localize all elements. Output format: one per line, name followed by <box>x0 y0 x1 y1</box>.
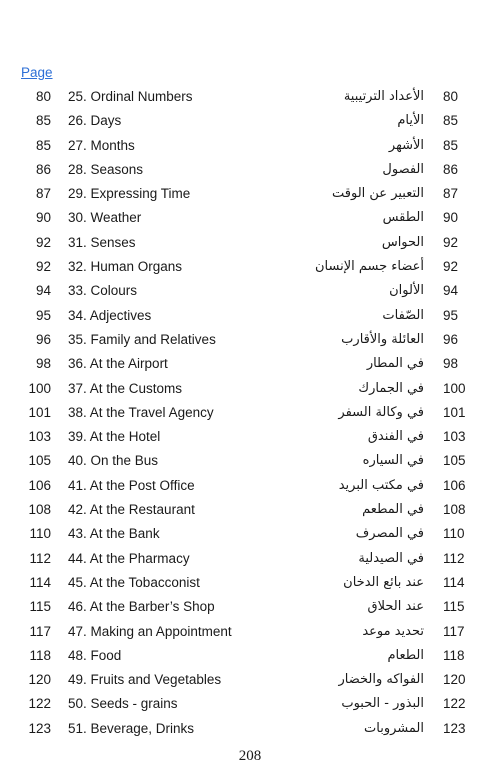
page-number-left: 105 <box>28 453 51 469</box>
page-number-left: 87 <box>35 186 51 202</box>
chapter-title-english: 29. Expressing Time <box>68 186 191 202</box>
chapter-title-arabic: الحواس <box>381 234 424 250</box>
chapter-title-english: 42. At the Restaurant <box>68 502 195 518</box>
chapter-title-english: 28. Seasons <box>68 161 144 177</box>
page-number-left: 96 <box>35 331 51 347</box>
chapter-title-arabic: الأشهر <box>388 137 424 153</box>
page-number-right: 122 <box>443 696 466 712</box>
page-number-left: 80 <box>35 89 51 104</box>
page-number-right: 117 <box>443 623 465 639</box>
page-number-left: 86 <box>35 161 51 177</box>
chapter-title-arabic: الطعام <box>387 647 424 663</box>
toc-row <box>0 280 500 304</box>
page-number-left: 92 <box>35 259 51 275</box>
page-number-left: 115 <box>29 599 51 615</box>
toc-row <box>0 499 500 523</box>
toc-row <box>0 378 500 402</box>
page-number-left: 117 <box>29 623 51 639</box>
chapter-title-arabic: الأيام <box>397 113 424 129</box>
chapter-title-arabic: الصّفات <box>382 307 424 323</box>
page-number-right: 96 <box>443 331 459 347</box>
page-number-right: 90 <box>443 210 459 226</box>
page-number-right: 108 <box>443 502 466 518</box>
toc-row <box>0 693 500 717</box>
toc-row <box>0 135 500 159</box>
chapter-title-arabic: في وكالة السفر <box>338 404 424 420</box>
page-number-right: 87 <box>443 186 459 202</box>
chapter-title-english: 46. At the Barber’s Shop <box>68 599 215 615</box>
page-number-right: 112 <box>443 550 465 566</box>
page-number-left: 110 <box>29 526 51 542</box>
toc-row <box>0 645 500 669</box>
toc-row <box>0 475 500 499</box>
chapter-title-english: 50. Seeds - grains <box>68 696 178 712</box>
toc-row <box>0 669 500 693</box>
toc-row <box>0 183 500 207</box>
toc-row <box>0 353 500 377</box>
toc-row <box>0 596 500 620</box>
page-number-right: 80 <box>443 89 459 104</box>
chapter-title-english: 43. At the Bank <box>68 526 160 542</box>
page-number-left: 112 <box>29 550 51 566</box>
chapter-title-arabic: في الفندق <box>367 429 424 445</box>
chapter-title-arabic: في المصرف <box>355 526 424 542</box>
chapter-title-english: 31. Senses <box>68 234 136 250</box>
chapter-title-english: 27. Months <box>68 137 135 153</box>
toc-row <box>0 159 500 183</box>
chapter-title-arabic: في الصيدلية <box>358 550 424 566</box>
page-number-right: 101 <box>443 404 466 420</box>
toc-row <box>0 256 500 280</box>
toc-row <box>0 548 500 572</box>
page-number-left: 103 <box>28 429 51 445</box>
page-number-right: 92 <box>443 259 459 275</box>
chapter-title-arabic: البذور - الحبوب <box>341 696 424 712</box>
page-number-right: 103 <box>443 429 466 445</box>
toc-row <box>0 86 500 110</box>
toc-row <box>0 305 500 329</box>
toc-row <box>0 523 500 547</box>
toc-row <box>0 572 500 596</box>
chapter-title-english: 30. Weather <box>68 210 142 226</box>
chapter-title-english: 33. Colours <box>68 283 138 299</box>
page-number-left: 100 <box>28 380 51 396</box>
chapter-title-english: 34. Adjectives <box>68 307 152 323</box>
page-number-left: 98 <box>35 356 51 372</box>
page-number-left: 122 <box>28 696 51 712</box>
page-number-right: 110 <box>443 526 465 542</box>
page-number-right: 98 <box>443 356 459 372</box>
chapter-title-arabic: عند الحلاق <box>367 599 424 615</box>
page-number-right: 106 <box>443 477 466 493</box>
chapter-title-english: 51. Beverage, Drinks <box>68 720 195 736</box>
page-number-right: 115 <box>443 599 465 615</box>
page-number-left: 123 <box>28 720 51 736</box>
chapter-title-arabic: التعبير عن الوقت <box>332 186 424 202</box>
chapter-title-arabic: الفصول <box>382 161 424 177</box>
chapter-title-english: 26. Days <box>68 113 122 129</box>
chapter-title-arabic: الفواكه والخضار <box>338 672 424 688</box>
chapter-title-arabic: في الجمارك <box>358 380 424 396</box>
page-number-right: 123 <box>443 720 466 736</box>
chapter-title-english: 32. Human Organs <box>68 259 183 275</box>
toc-row <box>0 232 500 256</box>
chapter-title-arabic: في المطعم <box>362 502 424 518</box>
toc-row <box>0 402 500 426</box>
chapter-title-arabic: الألوان <box>389 283 424 299</box>
page-number-right: 118 <box>443 647 465 663</box>
chapter-title-english: 47. Making an Appointment <box>68 623 232 639</box>
footer-page-number: 208 <box>238 748 262 764</box>
page-number-right: 85 <box>443 113 459 129</box>
page-number-left: 101 <box>28 404 51 420</box>
page-number-left: 108 <box>28 502 51 518</box>
page-number-left: 114 <box>29 574 51 590</box>
chapter-title-english: 36. At the Airport <box>68 356 168 372</box>
page-number-left: 106 <box>28 477 51 493</box>
chapter-title-english: 45. At the Tobacconist <box>68 574 200 590</box>
toc-row <box>0 426 500 450</box>
page-number-right: 114 <box>443 574 465 590</box>
chapter-title-english: 38. At the Travel Agency <box>68 404 214 420</box>
chapter-title-arabic: في السياره <box>362 453 424 469</box>
page-number-right: 92 <box>443 234 459 250</box>
chapter-title-english: 35. Family and Relatives <box>68 331 216 347</box>
toc-row <box>0 621 500 645</box>
page-number-right: 105 <box>443 453 466 469</box>
page-number-right: 85 <box>443 137 459 153</box>
page-number-right: 100 <box>443 380 466 396</box>
page-number-left: 95 <box>35 307 51 323</box>
chapter-title-arabic: أعضاء جسم الإنسان <box>314 259 424 275</box>
chapter-title-english: 41. At the Post Office <box>68 477 195 493</box>
chapter-title-arabic: تحديد موعد <box>362 623 424 639</box>
chapter-title-arabic: العائلة والأقارب <box>341 331 424 347</box>
chapter-title-arabic: في المطار <box>366 356 424 372</box>
chapter-title-arabic: الطقس <box>382 210 424 226</box>
page-number-right: 120 <box>443 672 466 688</box>
page-number-right: 86 <box>443 161 459 177</box>
page-number-left: 120 <box>28 672 51 688</box>
page-number-left: 92 <box>35 234 51 250</box>
chapter-title-arabic: عند بائع الدخان <box>343 574 424 590</box>
page-column-header-link[interactable]: Page <box>21 65 53 80</box>
chapter-title-english: 25. Ordinal Numbers <box>68 89 193 104</box>
page-number-left: 94 <box>35 283 51 299</box>
chapter-title-english: 48. Food <box>68 647 122 663</box>
toc-row <box>0 207 500 231</box>
page-number-left: 90 <box>35 210 51 226</box>
chapter-title-english: 37. At the Customs <box>68 380 183 396</box>
toc-row <box>0 450 500 474</box>
page-number-left: 85 <box>35 137 51 153</box>
toc-row <box>0 110 500 134</box>
chapter-title-english: 39. At the Hotel <box>68 429 161 445</box>
toc-row <box>0 329 500 353</box>
chapter-title-english: 40. On the Bus <box>68 453 159 469</box>
chapter-title-english: 49. Fruits and Vegetables <box>68 672 222 688</box>
page-number-left: 85 <box>35 113 51 129</box>
page-number-right: 94 <box>443 283 459 299</box>
chapter-title-arabic: الأعداد الترتيبية <box>343 89 424 104</box>
chapter-title-arabic: المشروبات <box>364 720 424 736</box>
page-number-left: 118 <box>29 647 51 663</box>
toc-row <box>0 718 500 742</box>
table-of-contents <box>0 86 500 742</box>
page-number-right: 95 <box>443 307 459 323</box>
chapter-title-arabic: في مكتب البريد <box>338 477 424 493</box>
chapter-title-english: 44. At the Pharmacy <box>68 550 190 566</box>
